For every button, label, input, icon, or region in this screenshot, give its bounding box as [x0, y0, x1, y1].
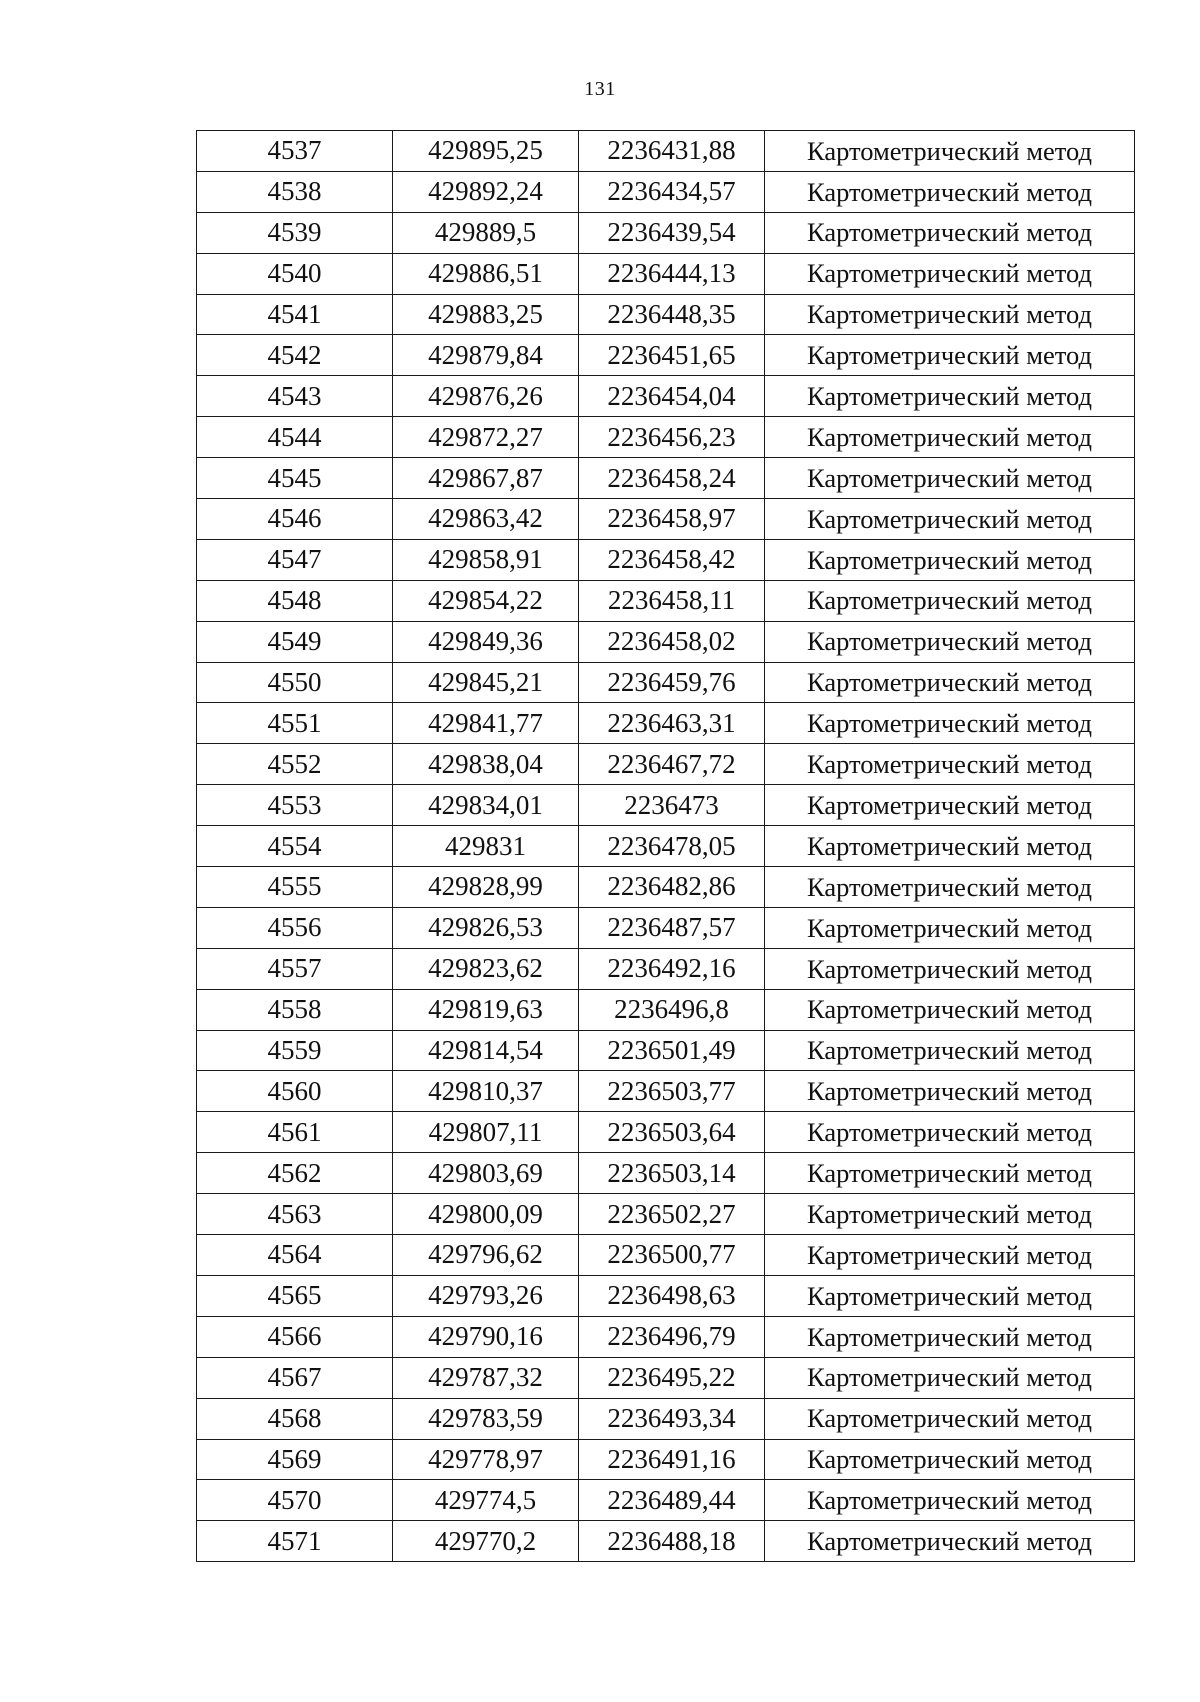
cell-point-number: 4555 [197, 867, 393, 908]
table-row [197, 1357, 1135, 1398]
cell-method: Картометрический метод [765, 458, 1135, 499]
table-row [197, 1275, 1135, 1316]
cell-point-number: 4545 [197, 458, 393, 499]
cell-method: Картометрический метод [765, 907, 1135, 948]
cell-point-number: 4537 [197, 131, 393, 172]
table-row [197, 1398, 1135, 1439]
cell-point-number: 4542 [197, 335, 393, 376]
cell-y-coordinate: 2236454,04 [579, 376, 765, 417]
cell-method: Картометрический метод [765, 499, 1135, 540]
cell-point-number: 4566 [197, 1316, 393, 1357]
cell-point-number: 4568 [197, 1398, 393, 1439]
cell-method: Картометрический метод [765, 1112, 1135, 1153]
table-row [197, 253, 1135, 294]
cell-x-coordinate: 429778,97 [393, 1439, 579, 1480]
cell-y-coordinate: 2236431,88 [579, 131, 765, 172]
cell-y-coordinate: 2236463,31 [579, 703, 765, 744]
cell-x-coordinate: 429838,04 [393, 744, 579, 785]
cell-x-coordinate: 429854,22 [393, 580, 579, 621]
cell-method: Картометрический метод [765, 580, 1135, 621]
cell-y-coordinate: 2236503,14 [579, 1153, 765, 1194]
cell-x-coordinate: 429867,87 [393, 458, 579, 499]
coordinates-table [196, 130, 1135, 1562]
cell-y-coordinate: 2236482,86 [579, 867, 765, 908]
table-row [197, 621, 1135, 662]
cell-y-coordinate: 2236439,54 [579, 212, 765, 253]
cell-method: Картометрический метод [765, 376, 1135, 417]
cell-method: Картометрический метод [765, 1030, 1135, 1071]
table-row [197, 907, 1135, 948]
table-row [197, 335, 1135, 376]
cell-y-coordinate: 2236458,24 [579, 458, 765, 499]
cell-point-number: 4541 [197, 294, 393, 335]
cell-x-coordinate: 429892,24 [393, 171, 579, 212]
coordinates-table-body [197, 131, 1135, 1562]
cell-point-number: 4564 [197, 1235, 393, 1276]
cell-x-coordinate: 429814,54 [393, 1030, 579, 1071]
table-row [197, 948, 1135, 989]
table-row [197, 131, 1135, 172]
cell-method: Картометрический метод [765, 335, 1135, 376]
table-row [197, 212, 1135, 253]
table-row [197, 744, 1135, 785]
table-row [197, 1235, 1135, 1276]
cell-y-coordinate: 2236473 [579, 785, 765, 826]
table-row [197, 458, 1135, 499]
table-row [197, 1521, 1135, 1562]
cell-y-coordinate: 2236434,57 [579, 171, 765, 212]
cell-y-coordinate: 2236493,34 [579, 1398, 765, 1439]
cell-x-coordinate: 429803,69 [393, 1153, 579, 1194]
cell-point-number: 4549 [197, 621, 393, 662]
table-row [197, 376, 1135, 417]
cell-point-number: 4547 [197, 539, 393, 580]
cell-x-coordinate: 429810,37 [393, 1071, 579, 1112]
cell-x-coordinate: 429828,99 [393, 867, 579, 908]
table-row [197, 989, 1135, 1030]
table-row [197, 1480, 1135, 1521]
cell-point-number: 4561 [197, 1112, 393, 1153]
cell-y-coordinate: 2236496,79 [579, 1316, 765, 1357]
cell-point-number: 4571 [197, 1521, 393, 1562]
cell-point-number: 4556 [197, 907, 393, 948]
cell-method: Картометрический метод [765, 1194, 1135, 1235]
table-row [197, 1112, 1135, 1153]
cell-x-coordinate: 429783,59 [393, 1398, 579, 1439]
cell-method: Картометрический метод [765, 1275, 1135, 1316]
cell-point-number: 4540 [197, 253, 393, 294]
cell-method: Картометрический метод [765, 212, 1135, 253]
cell-method: Картометрический метод [765, 744, 1135, 785]
cell-method: Картометрический метод [765, 1357, 1135, 1398]
table-row [197, 539, 1135, 580]
cell-x-coordinate: 429834,01 [393, 785, 579, 826]
cell-x-coordinate: 429883,25 [393, 294, 579, 335]
cell-method: Картометрический метод [765, 785, 1135, 826]
cell-y-coordinate: 2236456,23 [579, 417, 765, 458]
cell-x-coordinate: 429876,26 [393, 376, 579, 417]
cell-point-number: 4565 [197, 1275, 393, 1316]
table-row [197, 1071, 1135, 1112]
cell-x-coordinate: 429858,91 [393, 539, 579, 580]
cell-x-coordinate: 429872,27 [393, 417, 579, 458]
cell-y-coordinate: 2236467,72 [579, 744, 765, 785]
cell-y-coordinate: 2236489,44 [579, 1480, 765, 1521]
table-row [197, 826, 1135, 867]
cell-method: Картометрический метод [765, 1071, 1135, 1112]
cell-method: Картометрический метод [765, 1521, 1135, 1562]
cell-method: Картометрический метод [765, 417, 1135, 458]
cell-x-coordinate: 429774,5 [393, 1480, 579, 1521]
cell-x-coordinate: 429819,63 [393, 989, 579, 1030]
cell-point-number: 4563 [197, 1194, 393, 1235]
cell-x-coordinate: 429831 [393, 826, 579, 867]
cell-point-number: 4539 [197, 212, 393, 253]
cell-y-coordinate: 2236451,65 [579, 335, 765, 376]
table-row [197, 171, 1135, 212]
table-row [197, 580, 1135, 621]
cell-y-coordinate: 2236496,8 [579, 989, 765, 1030]
cell-y-coordinate: 2236458,42 [579, 539, 765, 580]
table-row [197, 867, 1135, 908]
cell-x-coordinate: 429863,42 [393, 499, 579, 540]
table-row [197, 1439, 1135, 1480]
cell-point-number: 4557 [197, 948, 393, 989]
cell-x-coordinate: 429826,53 [393, 907, 579, 948]
cell-y-coordinate: 2236498,63 [579, 1275, 765, 1316]
cell-y-coordinate: 2236458,02 [579, 621, 765, 662]
cell-point-number: 4562 [197, 1153, 393, 1194]
cell-y-coordinate: 2236448,35 [579, 294, 765, 335]
cell-y-coordinate: 2236488,18 [579, 1521, 765, 1562]
cell-y-coordinate: 2236487,57 [579, 907, 765, 948]
cell-point-number: 4548 [197, 580, 393, 621]
table-row [197, 662, 1135, 703]
cell-point-number: 4553 [197, 785, 393, 826]
cell-y-coordinate: 2236492,16 [579, 948, 765, 989]
cell-point-number: 4554 [197, 826, 393, 867]
cell-point-number: 4558 [197, 989, 393, 1030]
cell-y-coordinate: 2236458,11 [579, 580, 765, 621]
cell-method: Картометрический метод [765, 867, 1135, 908]
cell-method: Картометрический метод [765, 294, 1135, 335]
cell-y-coordinate: 2236501,49 [579, 1030, 765, 1071]
cell-point-number: 4544 [197, 417, 393, 458]
cell-y-coordinate: 2236491,16 [579, 1439, 765, 1480]
cell-point-number: 4546 [197, 499, 393, 540]
cell-y-coordinate: 2236503,64 [579, 1112, 765, 1153]
cell-point-number: 4559 [197, 1030, 393, 1071]
cell-y-coordinate: 2236495,22 [579, 1357, 765, 1398]
cell-point-number: 4569 [197, 1439, 393, 1480]
cell-point-number: 4543 [197, 376, 393, 417]
cell-method: Картометрический метод [765, 703, 1135, 744]
table-row [197, 294, 1135, 335]
table-row [197, 1194, 1135, 1235]
table-row [197, 1153, 1135, 1194]
cell-x-coordinate: 429800,09 [393, 1194, 579, 1235]
table-row [197, 1030, 1135, 1071]
cell-point-number: 4570 [197, 1480, 393, 1521]
cell-method: Картометрический метод [765, 131, 1135, 172]
cell-x-coordinate: 429895,25 [393, 131, 579, 172]
cell-point-number: 4560 [197, 1071, 393, 1112]
cell-x-coordinate: 429845,21 [393, 662, 579, 703]
cell-point-number: 4550 [197, 662, 393, 703]
cell-point-number: 4538 [197, 171, 393, 212]
page-number: 131 [584, 78, 616, 100]
cell-point-number: 4551 [197, 703, 393, 744]
cell-point-number: 4567 [197, 1357, 393, 1398]
cell-method: Картометрический метод [765, 171, 1135, 212]
cell-y-coordinate: 2236478,05 [579, 826, 765, 867]
cell-x-coordinate: 429787,32 [393, 1357, 579, 1398]
cell-y-coordinate: 2236502,27 [579, 1194, 765, 1235]
cell-y-coordinate: 2236458,97 [579, 499, 765, 540]
cell-method: Картометрический метод [765, 1439, 1135, 1480]
cell-x-coordinate: 429807,11 [393, 1112, 579, 1153]
table-row [197, 499, 1135, 540]
cell-x-coordinate: 429886,51 [393, 253, 579, 294]
cell-method: Картометрический метод [765, 1235, 1135, 1276]
table-row [197, 785, 1135, 826]
cell-x-coordinate: 429879,84 [393, 335, 579, 376]
cell-method: Картометрический метод [765, 621, 1135, 662]
cell-x-coordinate: 429849,36 [393, 621, 579, 662]
table-row [197, 1316, 1135, 1357]
cell-method: Картометрический метод [765, 253, 1135, 294]
cell-method: Картометрический метод [765, 948, 1135, 989]
cell-y-coordinate: 2236444,13 [579, 253, 765, 294]
cell-x-coordinate: 429793,26 [393, 1275, 579, 1316]
cell-x-coordinate: 429770,2 [393, 1521, 579, 1562]
cell-y-coordinate: 2236459,76 [579, 662, 765, 703]
cell-x-coordinate: 429841,77 [393, 703, 579, 744]
cell-point-number: 4552 [197, 744, 393, 785]
cell-x-coordinate: 429823,62 [393, 948, 579, 989]
cell-y-coordinate: 2236500,77 [579, 1235, 765, 1276]
cell-x-coordinate: 429790,16 [393, 1316, 579, 1357]
cell-method: Картометрический метод [765, 1480, 1135, 1521]
table-row [197, 417, 1135, 458]
table-row [197, 703, 1135, 744]
cell-method: Картометрический метод [765, 989, 1135, 1030]
cell-method: Картометрический метод [765, 662, 1135, 703]
cell-method: Картометрический метод [765, 826, 1135, 867]
cell-method: Картометрический метод [765, 539, 1135, 580]
cell-method: Картометрический метод [765, 1398, 1135, 1439]
cell-x-coordinate: 429889,5 [393, 212, 579, 253]
cell-x-coordinate: 429796,62 [393, 1235, 579, 1276]
cell-y-coordinate: 2236503,77 [579, 1071, 765, 1112]
cell-method: Картометрический метод [765, 1153, 1135, 1194]
cell-method: Картометрический метод [765, 1316, 1135, 1357]
